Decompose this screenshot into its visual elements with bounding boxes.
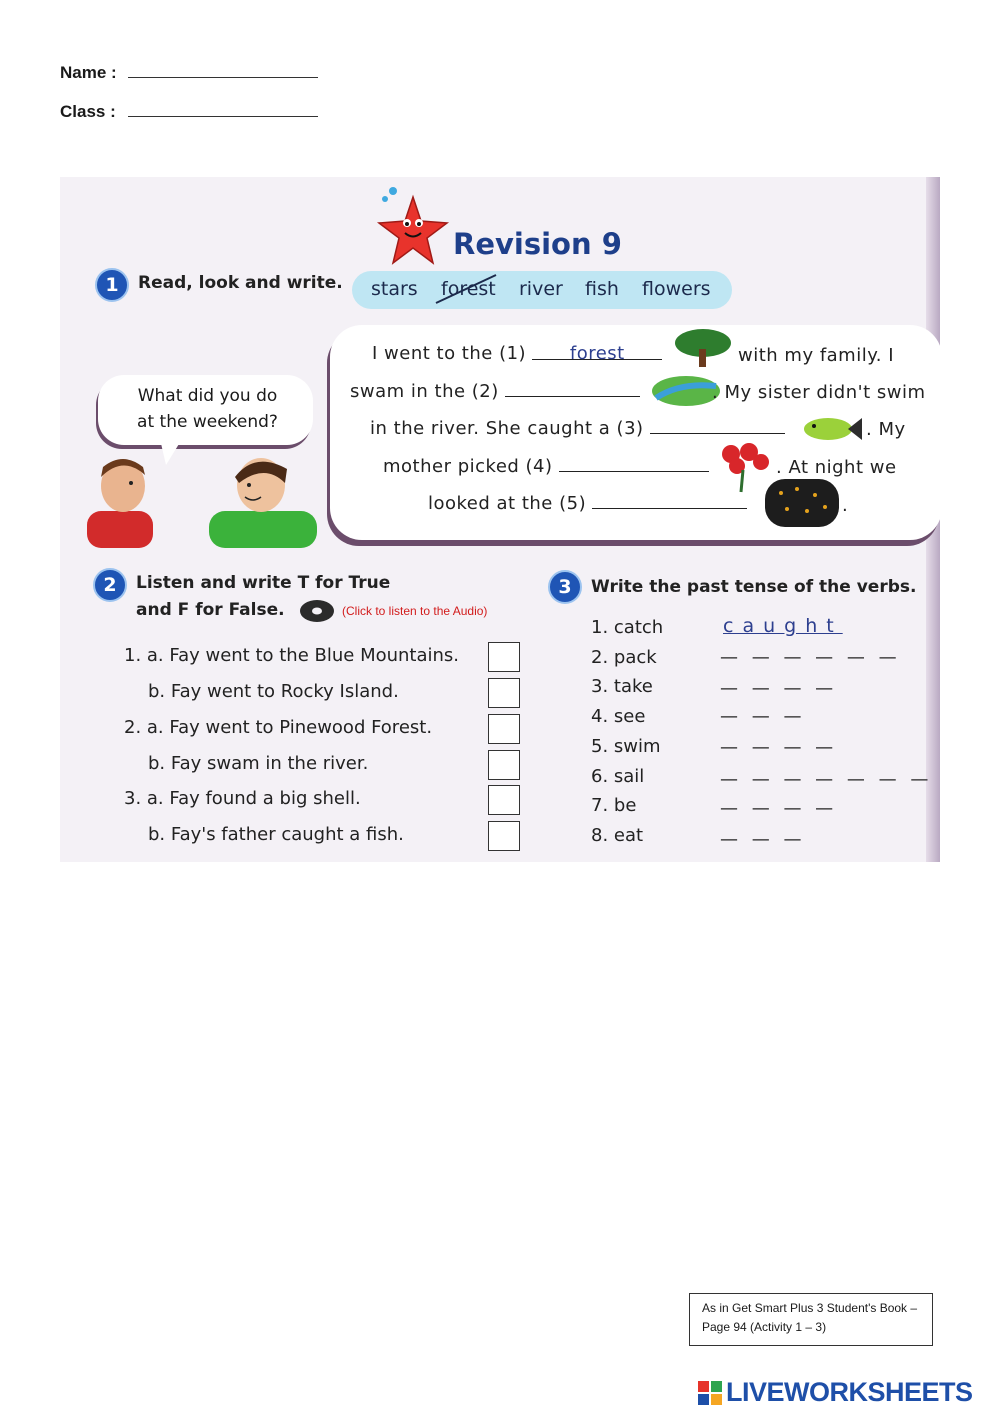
credit-line: As in Get Smart Plus 3 Student's Book – [702,1301,918,1315]
bubble-tail [160,439,190,469]
tf-answer-box[interactable] [488,714,520,744]
story-line-5-end: . [842,495,849,516]
verb-answer[interactable]: caught [723,615,843,637]
story-text: I went to the (1) [372,343,527,364]
class-label: Class : [60,102,116,121]
word-bank-item: fish [585,278,619,300]
verb-answer-dashes[interactable]: — — — — [720,678,838,699]
boy-red-shirt-image [85,453,160,548]
credit-line: Page 94 (Activity 1 – 3) [702,1320,827,1334]
section1-number: 1 [95,268,129,302]
verb-answer-dashes[interactable]: — — — — — — [720,647,901,668]
story-line-3 [370,417,785,439]
story-text: in the river. She caught a (3) [370,418,644,439]
verb-answer-dashes[interactable]: — — — — [720,737,838,758]
story-text: mother picked (4) [383,456,553,477]
verb-item: 4. see [591,706,646,727]
story-line-5 [428,492,747,514]
word-bank-item: stars [371,278,418,300]
bubble-line: at the weekend? [137,412,278,432]
verb-answer-dashes[interactable]: — — — — — — — [720,769,933,790]
tf-statement: b. Fay swam in the river. [148,753,369,774]
strikethrough-mark [432,271,502,309]
verb-item: 1. catch [591,617,664,638]
tf-answer-box[interactable] [488,642,520,672]
answer-blank-1[interactable]: forest [532,343,662,360]
boy-green-shirt-image [205,453,320,548]
story-line-4 [383,455,709,477]
story-text: looked at the (5) [428,493,587,514]
verb-answer-dashes[interactable]: — — — — [720,798,838,819]
stars-icon [763,477,841,529]
story-line-1-end: with my family. I [738,345,895,366]
answer-blank-2[interactable] [505,380,640,397]
title-area [375,183,675,273]
tf-statement: b. Fay went to Rocky Island. [148,681,399,702]
tree-icon [672,327,734,369]
answer-blank-5[interactable] [592,492,747,509]
section3-instruction: Write the past tense of the verbs. [591,577,917,597]
section2-instruction-line1: Listen and write T for True [136,573,391,593]
word-bank-item: flowers [642,278,711,300]
tf-answer-box[interactable] [488,821,520,851]
fish-icon [802,414,864,444]
word-bank-item: river [519,278,563,300]
speech-bubble [98,375,313,445]
verb-item: 7. be [591,795,637,816]
brand-wordmark: LIVEWORKSHEETS [726,1377,973,1407]
story-line-3-end: . My [866,419,906,440]
tf-statement: 2. a. Fay went to Pinewood Forest. [124,717,433,738]
story-line-4-end: . At night we [776,457,897,478]
section2-instruction-line2: and F for False. [136,600,285,620]
audio-cd-icon[interactable] [298,598,336,624]
word-bank [352,271,732,309]
verb-item: 5. swim [591,736,661,757]
verb-answer-dashes[interactable]: — — — [720,706,806,727]
worksheet-page [60,177,940,862]
speech-bubble-text [120,383,295,435]
verb-item: 6. sail [591,766,645,787]
verb-item: 8. eat [591,825,644,846]
story-line-2-end: . My sister didn't swim [712,382,926,403]
story-text: swam in the (2) [350,381,499,402]
class-input-line[interactable] [128,102,318,117]
tf-statement: 3. a. Fay found a big shell. [124,788,361,809]
section1-instruction: Read, look and write. [138,273,343,293]
verb-item: 3. take [591,676,653,697]
tf-answer-box[interactable] [488,785,520,815]
tf-answer-box[interactable] [488,678,520,708]
tf-statement: 1. a. Fay went to the Blue Mountains. [124,645,460,666]
name-field-row [60,63,318,83]
word-bank-item: forest [441,278,496,300]
tf-statement: b. Fay's father caught a fish. [148,824,404,845]
story-line-2 [350,380,640,402]
section2-number: 2 [93,568,127,602]
name-input-line[interactable] [128,63,318,78]
verb-item: 2. pack [591,647,657,668]
answer-blank-3[interactable] [650,417,785,434]
liveworksheets-logo-icon [698,1381,722,1405]
section3-number: 3 [548,570,582,604]
name-label: Name : [60,63,117,82]
story-line-1 [372,343,662,364]
verb-answer-dashes[interactable]: — — — [720,829,806,850]
bubble-line: What did you do [137,386,278,406]
class-field-row [60,102,318,122]
page-title: Revision 9 [453,227,622,261]
answer-blank-4[interactable] [559,455,709,472]
starfish-icon [375,183,455,268]
tf-answer-box[interactable] [488,750,520,780]
audio-link[interactable]: (Click to listen to the Audio) [342,604,488,618]
source-credit-box [689,1293,933,1346]
